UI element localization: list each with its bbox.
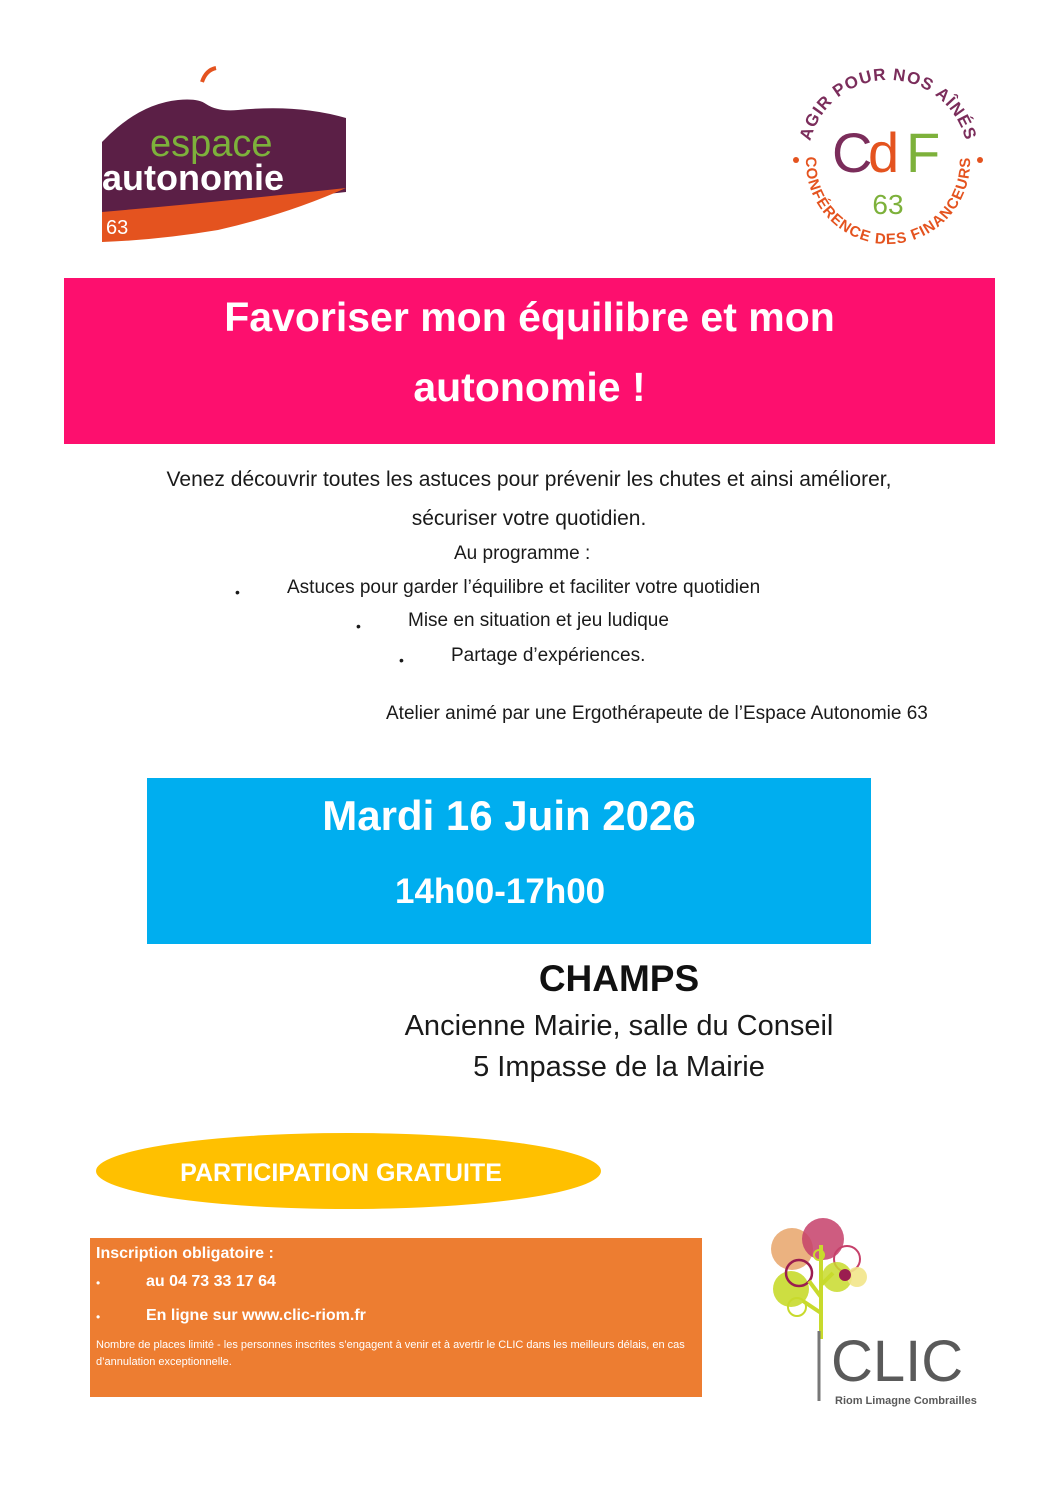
cdf-top-arc: AGIR POUR NOS AÎNÉS — [795, 64, 981, 143]
bullet-icon: • — [96, 1276, 101, 1290]
location-city: CHAMPS — [538, 958, 700, 999]
logo-autonomie-word: autonomie — [102, 157, 285, 198]
intro-line-1: Venez découvrir toutes les astuces pour prévenir les chutes et ainsi améliorer, — [166, 468, 892, 491]
cdf-mark-c: C — [832, 121, 873, 184]
cdf-bottom-arc: CONFÉRENCE DES FINANCEURS — [801, 156, 975, 249]
registration-website[interactable]: En ligne sur www.clic-riom.fr — [146, 1307, 366, 1324]
cdf-63-logo — [790, 62, 986, 258]
event-time: 14h00-17h00 — [395, 872, 606, 911]
bullet-icon: • — [356, 618, 361, 634]
programme-label: Au programme : — [454, 543, 591, 564]
title-banner — [64, 278, 995, 444]
bullet-icon: • — [399, 652, 404, 668]
registration-note: Nombre de places limité - les personnes inscrites s’engagent à venir et à avertir le CLIC dans les meilleurs délais, en cas d’annulation exceptionnelle. — [96, 1339, 685, 1368]
cdf-mark-d: d — [868, 121, 900, 184]
free-participation-badge — [96, 1133, 601, 1209]
workshop-credit: Atelier animé par une Ergothérapeute de l’Espace Autonomie 63 — [386, 703, 928, 724]
bullet-icon: • — [235, 584, 240, 600]
free-participation-label: PARTICIPATION GRATUITE — [180, 1159, 502, 1187]
espace-autonomie-logo — [98, 64, 350, 246]
bullet-icon: • — [96, 1310, 101, 1324]
title-line-1: Favoriser mon équilibre et mon — [224, 294, 835, 340]
clic-subtitle: Riom Limagne Combrailles — [835, 1395, 977, 1407]
registration-title: Inscription obligatoire : — [96, 1245, 274, 1262]
title-line-2: autonomie ! — [413, 364, 646, 410]
event-date-block — [147, 778, 871, 944]
logo-espace-number: 63 — [106, 217, 129, 239]
clic-name: CLIC — [831, 1329, 964, 1394]
cdf-mark-f: F — [906, 121, 941, 184]
clic-logo — [765, 1215, 980, 1410]
registration-box — [90, 1238, 702, 1397]
logo-espace-word: espace — [150, 123, 273, 165]
location-address: 5 Impasse de la Mairie — [473, 1051, 765, 1083]
programme-item: Partage d’expériences. — [451, 645, 646, 666]
programme-item: Mise en situation et jeu ludique — [408, 610, 669, 631]
intro-line-2: sécuriser votre quotidien. — [411, 507, 647, 530]
programme-item: Astuces pour garder l’équilibre et faciliter votre quotidien — [287, 577, 761, 598]
registration-phone[interactable]: au 04 73 33 17 64 — [146, 1273, 276, 1290]
location-venue: Ancienne Mairie, salle du Conseil — [404, 1010, 834, 1042]
event-date: Mardi 16 Juin 2026 — [322, 792, 696, 839]
cdf-number: 63 — [872, 189, 904, 220]
